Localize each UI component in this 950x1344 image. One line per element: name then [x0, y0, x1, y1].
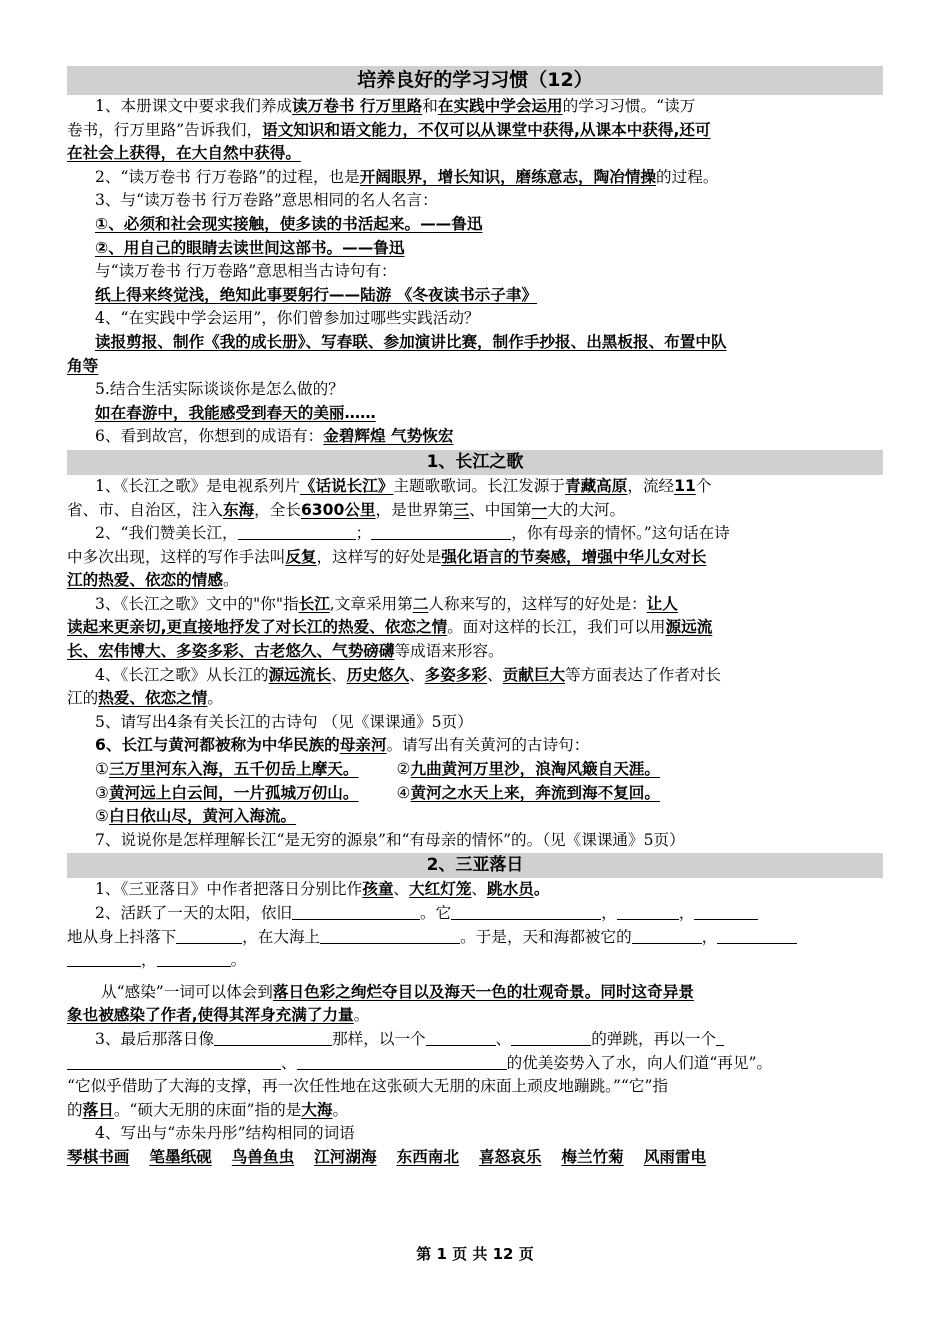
fill-blank [717, 928, 797, 944]
text: ，在大海上 [242, 927, 321, 946]
s2-line1 [67, 878, 883, 902]
fill-blank [292, 904, 420, 920]
poem-number: ⑤ [95, 807, 109, 826]
text: ，这样写的好处是 [316, 547, 442, 566]
fill-blank [716, 1030, 724, 1046]
fill-blank [297, 1054, 507, 1070]
s1-line2 [67, 499, 883, 523]
text: 。 [222, 571, 239, 590]
answer: 如在春游中，我能感受到春天的美丽…… [95, 403, 376, 422]
word-answer: 喜怒哀乐 [478, 1147, 542, 1166]
text: 。 [230, 951, 247, 970]
answer: 语文知识和语文能力，不仅可以从课堂中获得,从课本中获得,还可 [262, 120, 711, 139]
poem-answer: 黄河之水天上来，奔流到海不复回。 [410, 783, 660, 802]
text: ，全长 [254, 500, 301, 519]
s0-q2 [67, 166, 883, 190]
text: 。 [353, 1006, 370, 1025]
s2-line11: 4、写出与“赤朱丹彤”结构相同的词语 [95, 1124, 355, 1143]
text: 4、《长江之歌》从长江的 [95, 665, 269, 684]
s2-line3 [67, 926, 883, 950]
text: ,文章采用第 [329, 594, 413, 613]
text: 的 [67, 1100, 83, 1119]
text: 的优美姿势入了水，向人们道“再见”。 [506, 1053, 773, 1072]
answer: 长江 [298, 594, 330, 613]
text: 、 [495, 1029, 512, 1048]
answer: 落日 [82, 1100, 114, 1119]
text: 等成语来形容。 [394, 642, 504, 661]
s1-line12 [67, 734, 883, 758]
text: 大的大河。 [547, 500, 626, 519]
text: 1、《三亚落日》中作者把落日分别比作 [95, 880, 363, 899]
answer: 11 [674, 476, 696, 495]
fill-blank [371, 524, 511, 540]
s2-line8 [67, 1052, 883, 1076]
fill-blank [320, 928, 460, 944]
s1-poems-row2 [67, 782, 883, 806]
answer: 一 [531, 500, 548, 519]
text: 的学习习惯。“读万 [562, 97, 696, 115]
s2-line6 [67, 1004, 883, 1028]
page-footer: 第 1 页 共 12 页 [416, 1245, 534, 1263]
answer: 孩童 [362, 880, 394, 899]
answer: 角等 [67, 356, 99, 375]
answer: 读报剪报、制作《我的成长册》、写春联、参加演讲比赛，制作手抄报、出黑板报、布置中队 [95, 332, 727, 351]
text: ， [601, 904, 617, 922]
s0-q5-answer [67, 402, 883, 426]
s1-poems-row3 [67, 805, 883, 829]
text: 江的 [67, 689, 99, 708]
word-answer: 琴棋书画 [67, 1147, 130, 1166]
text: ，是世界第 [375, 500, 454, 519]
text: 1、《长江之歌》是电视系列片 [95, 476, 300, 495]
text: 中多次出现，这样的写作手法叫 [67, 547, 286, 566]
poem-answer: 九曲黄河万里沙，浪淘风簸自天涯。 [410, 760, 660, 779]
text: 。它 [420, 904, 452, 922]
s2-line5 [67, 981, 883, 1005]
text: 省、市、自治区，注入 [67, 500, 223, 519]
s0-q1-line3 [67, 142, 883, 166]
answer: 落日色彩之绚烂夺目以及海天一色的壮观奇景。同时这奇异景 [272, 982, 694, 1001]
answer: 三 [453, 500, 470, 519]
s0-q1-line2 [67, 119, 883, 143]
text: 、 [487, 665, 503, 684]
text: 。 [207, 689, 223, 708]
s2-line7 [67, 1028, 883, 1052]
s0-q3-answer1 [67, 213, 883, 237]
answer: 在社会上获得，在大自然中获得。 [67, 144, 301, 163]
answer: 反复 [285, 547, 317, 566]
text: ； [355, 524, 372, 543]
fill-blank [67, 951, 141, 967]
s2-line9: “它似乎借助了大海的支撑，再一次任性地在这张硕大无朋的床面上顽皮地蹦跳。”“它”指 [67, 1077, 669, 1096]
text: 和 [422, 97, 438, 115]
poem-number: ① [95, 760, 109, 779]
fill-blank [694, 904, 758, 920]
text: ， [678, 904, 695, 922]
text: 从“感染”一词可以体会到 [101, 982, 273, 1001]
answer: 跳水员 [487, 880, 534, 899]
poem-number: ② [396, 760, 411, 779]
text: 2、“我们赞美长江， [95, 524, 238, 543]
answer: ②、用自己的眼睛去读世间这部书。——鲁迅 [95, 238, 405, 257]
answer: 《话说长江》 [299, 476, 394, 495]
text: 2、活跃了一天的太阳，依旧 [95, 904, 293, 922]
s1-line16: 7、说说你是怎样理解长江“是无穷的源泉”和“有母亲的情怀”的。（见《课课通》5页） [95, 830, 685, 849]
section-heading-changjiang: 1、长江之歌 [67, 450, 883, 475]
fill-blank [511, 1030, 591, 1046]
s0-q3-poem-prompt: 与“读万卷书 行万卷路”意思相当古诗句有： [95, 262, 397, 281]
text: ， [141, 951, 157, 970]
word-answer: 梅兰竹菊 [561, 1147, 624, 1166]
answer: 大海 [301, 1100, 333, 1119]
s1-line4 [67, 546, 883, 570]
answer: 开阔眼界，增长知识，磨练意志，陶冶情操 [359, 167, 657, 186]
text: 个 [695, 476, 712, 495]
fill-blank [451, 904, 601, 920]
fill-blank [176, 928, 242, 944]
worksheet-page [67, 66, 883, 1170]
text: 。请写出有关黄河的古诗句： [386, 736, 590, 755]
answer: 让人 [646, 594, 678, 613]
answer: 源远流长 [268, 665, 332, 684]
s0-q3-answer2 [67, 237, 883, 261]
text: 、 [393, 880, 410, 899]
answer: 6300公里 [300, 500, 376, 519]
fill-blank [67, 1054, 281, 1070]
text: 1、本册课文中要求我们养成 [95, 97, 293, 115]
text: 6、长江与黄河都被称为中华民族的 [95, 736, 340, 755]
s0-q6 [67, 425, 883, 449]
text: ， [701, 927, 718, 946]
s0-q4: 4、“在实践中学会运用”，你们曾参加过哪些实践活动？ [95, 309, 480, 328]
text: ，流经 [627, 476, 675, 495]
s2-line10 [67, 1099, 883, 1123]
fill-blank [157, 951, 231, 967]
answer: 东海 [222, 500, 255, 519]
s1-line9 [67, 664, 883, 688]
text: 。“硕大无朋的床面”指的是 [113, 1100, 302, 1119]
answer: 母亲河 [339, 736, 387, 755]
text: 那样，以一个 [332, 1029, 426, 1048]
s1-line11: 5、请写出4条有关长江的古诗句 （见《课课通》5页） [95, 712, 473, 731]
text: 。 [533, 880, 550, 899]
answer: 强化语言的节奏感，增强中华儿女对长 [441, 547, 707, 566]
fill-blank [214, 1030, 332, 1046]
answer: 二 [412, 594, 429, 613]
poem-answer: 三万里河东入海，五千仞岳上摩天。 [108, 760, 359, 779]
text: 。面对这样的长江，我们可以用 [447, 618, 666, 637]
text: 卷书，行万里路”告诉我们， [67, 120, 263, 139]
poem-answer: 黄河远上白云间，一片孤城万仞山。 [108, 783, 359, 802]
answer: 大红灯笼 [409, 880, 472, 899]
answer: 长、宏伟博大、多姿多彩、古老悠久、气势磅礴 [67, 642, 395, 661]
s2-line4 [67, 949, 883, 973]
s1-line7 [67, 616, 883, 640]
fill-blank [426, 1030, 496, 1046]
answer: 青藏高原 [564, 476, 628, 495]
s1-line1 [67, 475, 883, 499]
answer: ①、必须和社会现实接触，使多读的书活起来。——鲁迅 [95, 214, 483, 233]
s2-line2 [67, 902, 883, 926]
s1-line3 [67, 522, 883, 546]
text: 。于是，天和海都被它的 [460, 927, 632, 946]
answer: 读起来更亲切,更直接地抒发了对长江的热爱、依恋之情 [67, 618, 448, 637]
word-answer: 笔墨纸砚 [149, 1147, 212, 1166]
text: 3、最后那落日像 [95, 1029, 215, 1048]
s2-words [67, 1146, 883, 1170]
text: 、 [281, 1053, 297, 1072]
word-answer: 风雨雷电 [643, 1147, 707, 1166]
text: 3、《长江之歌》文中的"你"指 [95, 594, 299, 613]
section-heading-sanya: 2、三亚落日 [67, 853, 883, 878]
answer: 历史悠久 [346, 665, 410, 684]
word-answer: 江河湖海 [314, 1147, 377, 1166]
text: 2、“读万卷书 行万卷路”的过程，也是 [95, 167, 360, 186]
text: 等方面表达了作者对长 [565, 665, 721, 684]
answer: 象也被感染了作者,使得其浑身充满了力量 [67, 1006, 354, 1025]
word-answer: 鸟兽鱼虫 [231, 1147, 295, 1166]
answer: 在实践中学会运用 [437, 97, 563, 115]
text: 。 [332, 1100, 349, 1119]
text: 主题歌歌词。长江发源于 [393, 476, 565, 495]
poem-answer: 白日依山尽，黄河入海流。 [108, 807, 297, 826]
s1-line6 [67, 593, 883, 617]
answer: 多姿多彩 [424, 665, 488, 684]
text: 、 [331, 665, 347, 684]
text: 地从身上抖落下 [67, 927, 177, 946]
text: 6、看到故宫，你想到的成语有： [95, 427, 324, 446]
text: 的过程。 [656, 167, 719, 186]
s1-line10 [67, 687, 883, 711]
answer: 热爱、依恋之情 [98, 689, 208, 708]
s0-q4-answer2 [67, 355, 883, 379]
fill-blank [632, 928, 702, 944]
text: 、中国第 [469, 500, 532, 519]
text: 人称来写的，这样写的好处是： [428, 594, 647, 613]
s1-poems-row1 [67, 758, 883, 782]
page-title: 培养良好的学习习惯（12） [67, 66, 883, 95]
answer: 贡献巨大 [502, 665, 566, 684]
text: 、 [471, 880, 488, 899]
text: 的弹跳，再以一个 [591, 1029, 717, 1048]
s0-q1-line1 [67, 95, 883, 119]
s0-q4-answer1 [67, 331, 883, 355]
s1-line5 [67, 569, 883, 593]
fill-blank [617, 904, 679, 920]
s0-q3-poem-answer [67, 284, 883, 308]
poem-number: ③ [95, 783, 109, 802]
s0-q3: 3、与“读万卷书 行万卷路”意思相同的名人名言： [95, 191, 438, 210]
text: ，你有母亲的情怀。”这句话在诗 [511, 524, 730, 543]
answer: 江的热爱、依恋的情感 [67, 571, 223, 590]
word-answer: 东西南北 [396, 1147, 459, 1166]
s0-q5: 5.结合生活实际谈谈你是怎么做的？ [95, 380, 344, 399]
answer: 读万卷书 行万里路 [292, 97, 423, 115]
fill-blank [238, 524, 356, 540]
answer: 纸上得来终觉浅，绝知此事要躬行——陆游 《冬夜读书示子聿》 [95, 285, 538, 304]
text: 、 [409, 665, 425, 684]
answer: 源远流 [665, 618, 713, 637]
s1-line8 [67, 640, 883, 664]
poem-number: ④ [396, 783, 411, 802]
answer: 金碧辉煌 气势恢宏 [323, 427, 454, 446]
